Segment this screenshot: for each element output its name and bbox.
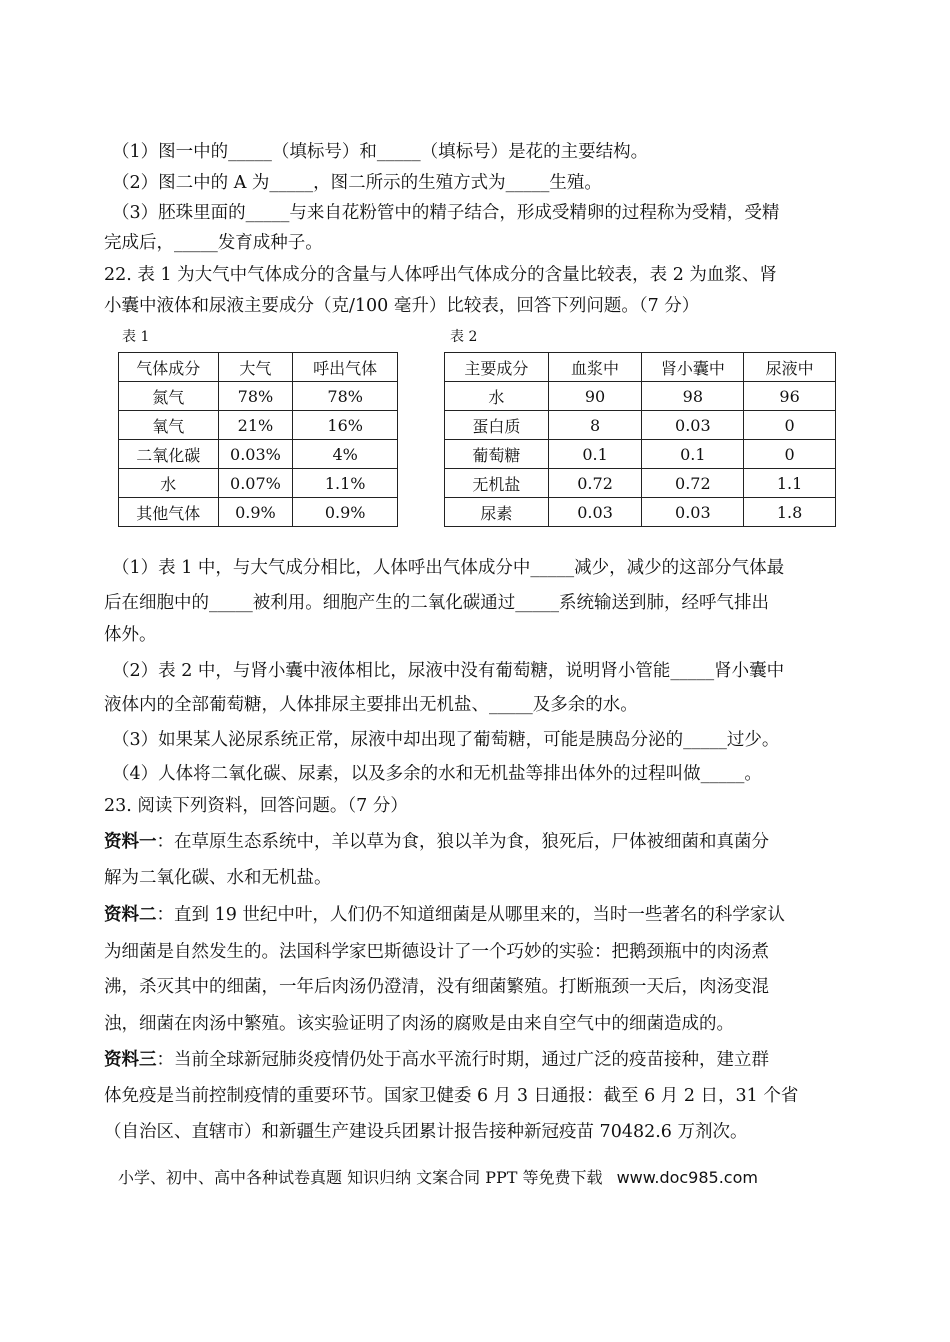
q22-part2-b: 液体内的全部葡萄糖，人体排尿主要排出无机盐、_____及多余的水。 <box>104 695 638 715</box>
material-3-tag: 资料三 <box>104 1050 157 1070</box>
t1-cell: 4% <box>293 440 398 469</box>
q23-title: 23. 阅读下列资料，回答问题。（7 分） <box>104 796 408 816</box>
material-3-line-1 <box>104 1046 769 1074</box>
t2-header: 尿液中 <box>744 353 836 382</box>
material-1-line-1 <box>104 828 769 856</box>
t2-cell: 0 <box>744 440 836 469</box>
t1-cell: 21% <box>218 411 293 440</box>
material-1-text: ：在草原生态系统中，羊以草为食，狼以羊为食，狼死后，尸体被细菌和真菌分 <box>156 832 769 852</box>
t1-cell: 0.03% <box>218 440 293 469</box>
t1-cell: 1.1% <box>293 469 398 498</box>
q21-line-3a: （3）胚珠里面的_____与来自花粉管中的精子结合，形成受精卵的过程称为受精，受精 <box>112 203 780 223</box>
q22-part2-a: （2）表 2 中，与肾小囊中液体相比，尿液中没有葡萄糖，说明肾小管能_____肾小囊中 <box>112 661 785 681</box>
t2-cell: 1.8 <box>744 498 836 527</box>
q22-stem-2: 小囊中液体和尿液主要成分（克/100 毫升）比较表，回答下列问题。（7 分） <box>104 296 700 316</box>
t1-cell: 水 <box>119 469 219 498</box>
footer-link[interactable]: www.doc985.com <box>616 1168 758 1187</box>
t2-cell: 0.72 <box>548 469 642 498</box>
t2-cell: 0.72 <box>642 469 744 498</box>
q21-line-2: （2）图二中的 A 为_____，图二所示的生殖方式为_____生殖。 <box>112 173 602 193</box>
table1-caption: 表 1 <box>122 329 150 345</box>
t2-cell: 无机盐 <box>445 469 549 498</box>
t2-cell: 8 <box>548 411 642 440</box>
t2-header: 主要成分 <box>445 353 549 382</box>
q22-part3: （3）如果某人泌尿系统正常，尿液中却出现了葡萄糖，可能是胰岛分泌的_____过少。 <box>112 730 780 750</box>
t1-cell: 其他气体 <box>119 498 219 527</box>
q21-line-3b: 完成后，_____发育成种子。 <box>104 233 323 253</box>
material-1-tag: 资料一 <box>104 832 157 852</box>
t2-cell: 96 <box>744 382 836 411</box>
t1-cell: 0.9% <box>293 498 398 527</box>
t1-header: 气体成分 <box>119 353 219 382</box>
t2-cell: 98 <box>642 382 744 411</box>
q22-stem-1: 22. 表 1 为大气中气体成分的含量与人体呼出气体成分的含量比较表，表 2 为血浆、肾 <box>104 265 777 285</box>
t2-cell: 0.03 <box>642 498 744 527</box>
material-3-line-3: （自治区、直辖市）和新疆生产建设兵团累计报告接种新冠疫苗 70482.6 万剂次。 <box>104 1122 748 1142</box>
t1-header: 呼出气体 <box>293 353 398 382</box>
material-2-line-1 <box>104 901 785 929</box>
material-3-line-2: 体免疫是当前控制疫情的重要环节。国家卫健委 6 月 3 日通报：截至 6 月 2 日，31 个省 <box>104 1086 799 1106</box>
t2-cell: 0.1 <box>642 440 744 469</box>
t1-cell: 0.07% <box>218 469 293 498</box>
page-footer <box>118 1165 758 1188</box>
t2-cell: 90 <box>548 382 642 411</box>
q22-part1-a: （1）表 1 中，与大气成分相比，人体呼出气体成分中_____减少，减少的这部分气体最 <box>112 558 785 578</box>
t2-cell: 0 <box>744 411 836 440</box>
table-1 <box>118 352 398 527</box>
t1-cell: 78% <box>293 382 398 411</box>
t1-cell: 二氧化碳 <box>119 440 219 469</box>
t1-cell: 78% <box>218 382 293 411</box>
q22-part1-c: 体外。 <box>104 625 157 645</box>
t2-cell: 1.1 <box>744 469 836 498</box>
t1-header: 大气 <box>218 353 293 382</box>
material-2-tag: 资料二 <box>104 905 157 925</box>
material-3-text: ：当前全球新冠肺炎疫情仍处于高水平流行时期，通过广泛的疫苗接种，建立群 <box>156 1050 769 1070</box>
t1-cell: 氮气 <box>119 382 219 411</box>
t1-cell: 16% <box>293 411 398 440</box>
t2-cell: 0.03 <box>642 411 744 440</box>
material-2-text: ：直到 19 世纪中叶，人们仍不知道细菌是从哪里来的，当时一些著名的科学家认 <box>156 905 785 925</box>
q21-line-1: （1）图一中的_____（填标号）和_____（填标号）是花的主要结构。 <box>112 142 649 162</box>
t2-cell: 尿素 <box>445 498 549 527</box>
t2-cell: 0.03 <box>548 498 642 527</box>
q22-part1-b: 后在细胞中的_____被利用。细胞产生的二氧化碳通过_____系统输送到肺，经呼气排出 <box>104 593 769 613</box>
t2-cell: 蛋白质 <box>445 411 549 440</box>
t1-cell: 氧气 <box>119 411 219 440</box>
t2-cell: 0.1 <box>548 440 642 469</box>
table2-caption: 表 2 <box>450 329 478 345</box>
table-2 <box>444 352 836 527</box>
material-2-line-4: 浊，细菌在肉汤中繁殖。该实验证明了肉汤的腐败是由来自空气中的细菌造成的。 <box>104 1014 734 1034</box>
t2-header: 肾小囊中 <box>642 353 744 382</box>
material-1-line-2: 解为二氧化碳、水和无机盐。 <box>104 868 332 888</box>
material-2-line-2: 为细菌是自然发生的。法国科学家巴斯德设计了一个巧妙的实验：把鹅颈瓶中的肉汤煮 <box>104 942 769 962</box>
material-2-line-3: 沸，杀灭其中的细菌，一年后肉汤仍澄清，没有细菌繁殖。打断瓶颈一天后，肉汤变混 <box>104 977 769 997</box>
t2-cell: 水 <box>445 382 549 411</box>
t1-cell: 0.9% <box>218 498 293 527</box>
q22-part4: （4）人体将二氧化碳、尿素，以及多余的水和无机盐等排出体外的过程叫做_____。 <box>112 764 762 784</box>
t2-header: 血浆中 <box>548 353 642 382</box>
footer-text: 小学、初中、高中各种试卷真题 知识归纳 文案合同 PPT 等免费下载 <box>118 1168 603 1187</box>
t2-cell: 葡萄糖 <box>445 440 549 469</box>
